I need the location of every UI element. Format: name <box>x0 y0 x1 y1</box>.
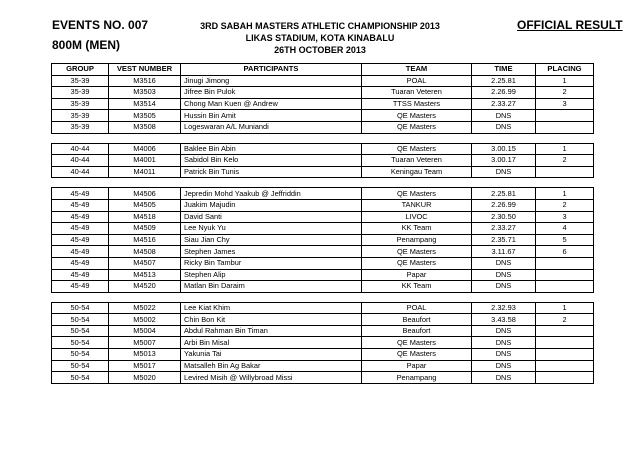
participant-cell: Yakunia Tai <box>181 349 362 361</box>
group-cell: 45-49 <box>52 223 109 235</box>
team-cell: QE Masters <box>362 246 472 258</box>
table-row <box>52 246 594 258</box>
group-spacer-row <box>52 133 594 143</box>
vest-number-cell: M4508 <box>109 246 181 258</box>
participant-cell: Abdul Rahman Bin Timan <box>181 325 362 337</box>
time-cell: DNS <box>472 337 536 349</box>
vest-number-cell: M4001 <box>109 155 181 167</box>
vest-number-cell: M5007 <box>109 337 181 349</box>
participant-cell: Arbi Bin Misal <box>181 337 362 349</box>
placing-cell <box>536 360 594 372</box>
participant-cell: Chin Bon Kit <box>181 314 362 326</box>
participant-cell: Levired Misih @ Willybroad Missi <box>181 372 362 384</box>
team-cell: Papar <box>362 360 472 372</box>
table-row <box>52 349 594 361</box>
participant-cell: Patrick Bin Tunis <box>181 166 362 178</box>
vest-number-cell: M4513 <box>109 269 181 281</box>
group-cell: 50-54 <box>52 337 109 349</box>
table-row <box>52 87 594 99</box>
placing-cell: 3 <box>536 98 594 110</box>
placing-cell: 2 <box>536 155 594 167</box>
group-cell: 40-44 <box>52 155 109 167</box>
table-row <box>52 166 594 178</box>
vest-number-cell: M3516 <box>109 75 181 87</box>
group-cell: 45-49 <box>52 211 109 223</box>
table-row <box>52 143 594 155</box>
column-header-participants: PARTICIPANTS <box>181 64 362 76</box>
results-table <box>51 63 594 384</box>
participant-cell: Jinugi Jimong <box>181 75 362 87</box>
team-cell: Tuaran Veteren <box>362 155 472 167</box>
table-row <box>52 269 594 281</box>
group-cell: 45-49 <box>52 269 109 281</box>
vest-number-cell: M3505 <box>109 110 181 122</box>
vest-number-cell: M4509 <box>109 223 181 235</box>
team-cell: QE Masters <box>362 257 472 269</box>
team-cell: KK Team <box>362 281 472 293</box>
group-cell: 50-54 <box>52 349 109 361</box>
group-cell: 45-49 <box>52 246 109 258</box>
group-spacer-row <box>52 178 594 188</box>
championship-title: 3RD SABAH MASTERS ATHLETIC CHAMPIONSHIP 2013 <box>200 21 440 31</box>
group-cell: 45-49 <box>52 257 109 269</box>
column-header-vest-number: VEST NUMBER <box>109 64 181 76</box>
participant-cell: Baklee Bin Abin <box>181 143 362 155</box>
team-cell: POAL <box>362 75 472 87</box>
placing-cell <box>536 257 594 269</box>
group-cell: 45-49 <box>52 199 109 211</box>
placing-cell <box>536 281 594 293</box>
vest-number-cell: M5013 <box>109 349 181 361</box>
team-cell: Papar <box>362 269 472 281</box>
placing-cell: 5 <box>536 234 594 246</box>
spacer-cell <box>52 133 594 143</box>
participant-cell: Ricky Bin Tambur <box>181 257 362 269</box>
team-cell: TANKUR <box>362 199 472 211</box>
table-row <box>52 302 594 314</box>
table-row <box>52 199 594 211</box>
placing-cell: 1 <box>536 75 594 87</box>
participant-cell: Siau Jian Chy <box>181 234 362 246</box>
time-cell: 3.43.58 <box>472 314 536 326</box>
time-cell: 2.33.27 <box>472 98 536 110</box>
placing-cell <box>536 337 594 349</box>
spacer-cell <box>52 178 594 188</box>
participant-cell: Matlan Bin Daraim <box>181 281 362 293</box>
time-cell: 3.00.15 <box>472 143 536 155</box>
placing-cell <box>536 349 594 361</box>
vest-number-cell: M5017 <box>109 360 181 372</box>
column-header-group: GROUP <box>52 64 109 76</box>
participant-cell: Matsalleh Bin Ag Bakar <box>181 360 362 372</box>
vest-number-cell: M4505 <box>109 199 181 211</box>
spacer-cell <box>52 292 594 302</box>
table-row <box>52 372 594 384</box>
column-header-placing: PLACING <box>536 64 594 76</box>
venue-title: LIKAS STADIUM, KOTA KINABALU <box>245 33 395 43</box>
team-cell: QE Masters <box>362 188 472 200</box>
time-cell: DNS <box>472 360 536 372</box>
table-row <box>52 314 594 326</box>
vest-number-cell: M4506 <box>109 188 181 200</box>
team-cell: KK Team <box>362 223 472 235</box>
time-cell: DNS <box>472 110 536 122</box>
time-cell: DNS <box>472 166 536 178</box>
group-cell: 45-49 <box>52 188 109 200</box>
team-cell: QE Masters <box>362 110 472 122</box>
vest-number-cell: M5022 <box>109 302 181 314</box>
group-spacer-row <box>52 292 594 302</box>
placing-cell: 2 <box>536 199 594 211</box>
group-cell: 50-54 <box>52 302 109 314</box>
participant-cell: Lee Kiat Khim <box>181 302 362 314</box>
team-cell: QE Masters <box>362 349 472 361</box>
time-cell: 3.11.67 <box>472 246 536 258</box>
table-header-row <box>52 64 594 76</box>
group-cell: 50-54 <box>52 314 109 326</box>
placing-cell <box>536 121 594 133</box>
time-cell: DNS <box>472 281 536 293</box>
participant-cell: Sabidol Bin Kelo <box>181 155 362 167</box>
vest-number-cell: M3508 <box>109 121 181 133</box>
participant-cell: David Santi <box>181 211 362 223</box>
participant-cell: Logeswaran A/L Muniandi <box>181 121 362 133</box>
group-cell: 50-54 <box>52 372 109 384</box>
placing-cell: 1 <box>536 143 594 155</box>
placing-cell: 6 <box>536 246 594 258</box>
group-cell: 50-54 <box>52 360 109 372</box>
team-cell: Beaufort <box>362 314 472 326</box>
time-cell: 2.26.99 <box>472 87 536 99</box>
placing-cell: 1 <box>536 302 594 314</box>
participant-cell: Hussin Bin Amit <box>181 110 362 122</box>
placing-cell <box>536 269 594 281</box>
group-cell: 35-39 <box>52 110 109 122</box>
team-cell: QE Masters <box>362 337 472 349</box>
table-row <box>52 75 594 87</box>
group-cell: 35-39 <box>52 87 109 99</box>
placing-cell <box>536 110 594 122</box>
event-name: 800M (MEN) <box>52 38 121 52</box>
group-cell: 35-39 <box>52 75 109 87</box>
table-row <box>52 257 594 269</box>
placing-cell: 3 <box>536 211 594 223</box>
placing-cell <box>536 166 594 178</box>
group-cell: 35-39 <box>52 121 109 133</box>
official-result-label: OFFICIAL RESULT <box>517 18 623 32</box>
time-cell: 2.33.27 <box>472 223 536 235</box>
event-number: EVENTS NO. 007 <box>52 18 149 32</box>
vest-number-cell: M4518 <box>109 211 181 223</box>
time-cell: 3.00.17 <box>472 155 536 167</box>
time-cell: DNS <box>472 257 536 269</box>
time-cell: DNS <box>472 349 536 361</box>
participant-cell: Jifree Bin Pulok <box>181 87 362 99</box>
results-body <box>52 75 594 383</box>
vest-number-cell: M4006 <box>109 143 181 155</box>
vest-number-cell: M4520 <box>109 281 181 293</box>
time-cell: 2.25.81 <box>472 75 536 87</box>
column-header-time: TIME <box>472 64 536 76</box>
time-cell: 2.25.81 <box>472 188 536 200</box>
vest-number-cell: M5002 <box>109 314 181 326</box>
table-row <box>52 234 594 246</box>
team-cell: Penampang <box>362 372 472 384</box>
date-title: 26TH OCTOBER 2013 <box>274 45 366 55</box>
table-row <box>52 188 594 200</box>
group-cell: 45-49 <box>52 281 109 293</box>
table-row <box>52 281 594 293</box>
vest-number-cell: M5004 <box>109 325 181 337</box>
table-row <box>52 211 594 223</box>
vest-number-cell: M3514 <box>109 98 181 110</box>
time-cell: 2.30.50 <box>472 211 536 223</box>
time-cell: 2.26.99 <box>472 199 536 211</box>
table-row <box>52 337 594 349</box>
time-cell: DNS <box>472 269 536 281</box>
table-row <box>52 98 594 110</box>
vest-number-cell: M5020 <box>109 372 181 384</box>
time-cell: 2.32.93 <box>472 302 536 314</box>
team-cell: TTSS Masters <box>362 98 472 110</box>
participant-cell: Stephen James <box>181 246 362 258</box>
column-header-team: TEAM <box>362 64 472 76</box>
table-row <box>52 110 594 122</box>
table-row <box>52 121 594 133</box>
participant-cell: Lee Nyuk Yu <box>181 223 362 235</box>
table-row <box>52 325 594 337</box>
placing-cell: 2 <box>536 87 594 99</box>
placing-cell <box>536 325 594 337</box>
team-cell: QE Masters <box>362 121 472 133</box>
placing-cell: 2 <box>536 314 594 326</box>
group-cell: 40-44 <box>52 166 109 178</box>
time-cell: DNS <box>472 372 536 384</box>
vest-number-cell: M4507 <box>109 257 181 269</box>
group-cell: 40-44 <box>52 143 109 155</box>
team-cell: LIVOC <box>362 211 472 223</box>
participant-cell: Chong Man Kuen @ Andrew <box>181 98 362 110</box>
table-row <box>52 360 594 372</box>
group-cell: 50-54 <box>52 325 109 337</box>
participant-cell: Stephen Alip <box>181 269 362 281</box>
group-cell: 45-49 <box>52 234 109 246</box>
placing-cell: 4 <box>536 223 594 235</box>
team-cell: POAL <box>362 302 472 314</box>
time-cell: 2.35.71 <box>472 234 536 246</box>
time-cell: DNS <box>472 121 536 133</box>
time-cell: DNS <box>472 325 536 337</box>
team-cell: Beaufort <box>362 325 472 337</box>
table-row <box>52 223 594 235</box>
table-row <box>52 155 594 167</box>
participant-cell: Juakim Majudin <box>181 199 362 211</box>
participant-cell: Jepredin Mohd Yaakub @ Jeffriddin <box>181 188 362 200</box>
placing-cell <box>536 372 594 384</box>
team-cell: Tuaran Veteren <box>362 87 472 99</box>
placing-cell: 1 <box>536 188 594 200</box>
team-cell: QE Masters <box>362 143 472 155</box>
group-cell: 35-39 <box>52 98 109 110</box>
team-cell: Penampang <box>362 234 472 246</box>
team-cell: Keningau Team <box>362 166 472 178</box>
vest-number-cell: M4011 <box>109 166 181 178</box>
vest-number-cell: M4516 <box>109 234 181 246</box>
vest-number-cell: M3503 <box>109 87 181 99</box>
